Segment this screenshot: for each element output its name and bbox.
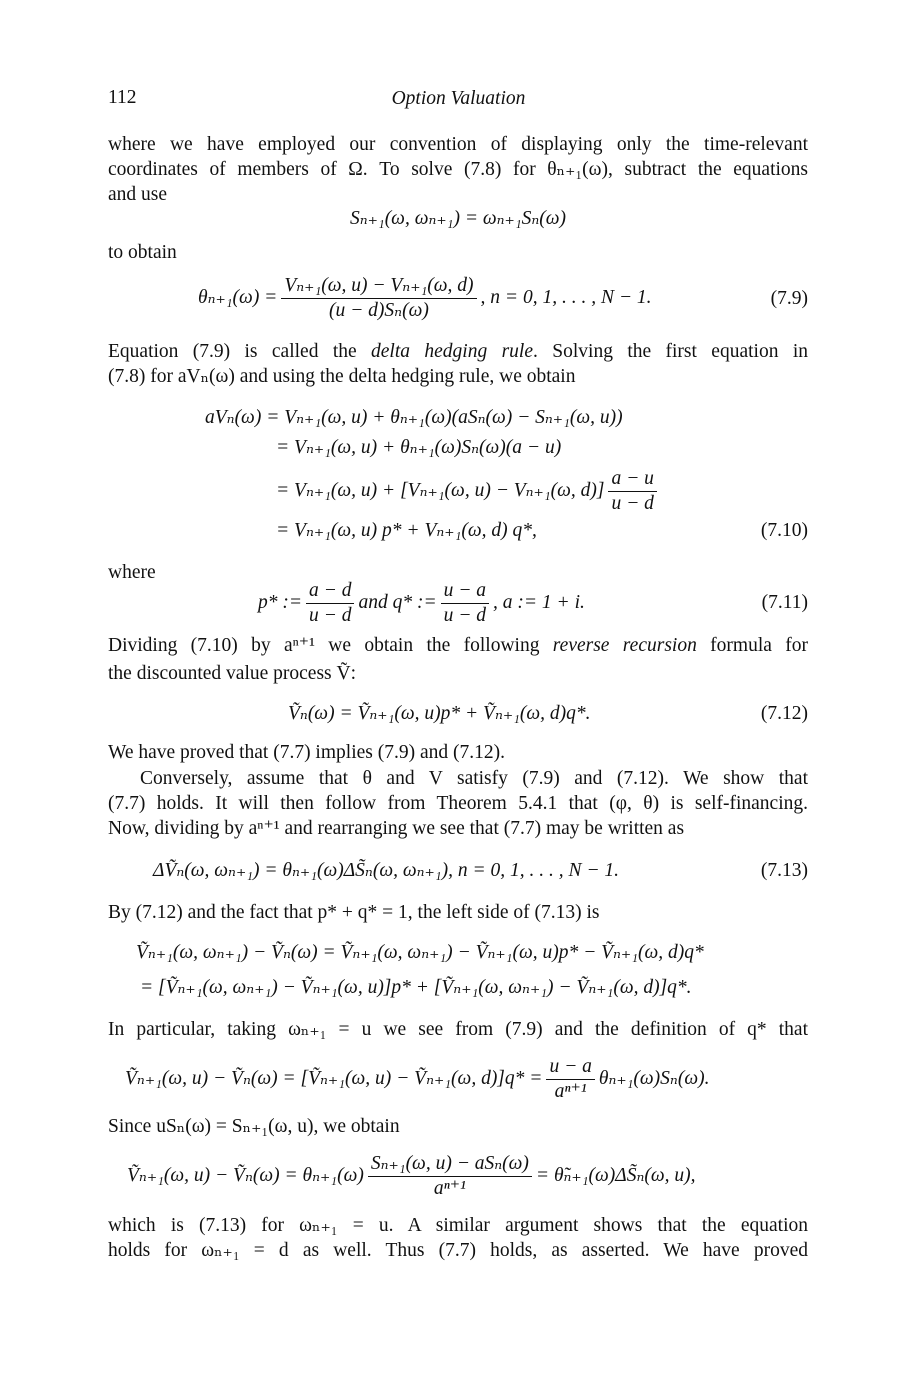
fraction [368,1152,532,1201]
fraction [441,579,489,628]
text-line [108,339,808,365]
text: Dividing (7.10) by aⁿ⁺¹ we obtain the following [108,635,553,656]
numerator: Vₙ₊₁(ω, u) − Vₙ₊₁(ω, d) [281,274,476,299]
equation-7-11 [258,577,585,629]
page-number: 112 [108,87,137,108]
equation-7-10-row3 [276,465,661,517]
equation-7-10-row2: = Vₙ₊₁(ω, u) + θₙ₊₁(ω)Sₙ(ω)(a − u) [276,437,562,458]
denominator: (u − d)Sₙ(ω) [329,299,429,321]
text: . Solving the first equation in [533,341,808,362]
equation-7-9 [198,272,652,324]
equation-price-relation: Sₙ₊₁(ω, ωₙ₊₁) = ωₙ₊₁Sₙ(ω) [349,208,567,229]
text-line: (7.8) for aVₙ(ω) and using the delta hedging rule, we obtain [108,366,576,387]
numerator: a − d [306,579,354,604]
text-line: to obtain [108,242,177,263]
eq-text: , a := 1 + i. [493,592,585,613]
equation-7-12: Ṽₙ(ω) = Ṽₙ₊₁(ω, u)p* + Ṽₙ₊₁(ω, d)q*. [288,703,591,724]
text-line: and use [108,184,168,205]
numerator: u − a [546,1055,594,1080]
text: formula for [696,635,808,656]
numerator: a − u [608,467,656,492]
denominator: aⁿ⁺¹ [554,1080,587,1102]
equation-final [127,1150,695,1202]
text-line: holds for ωₙ₊₁ = d as well. Thus (7.7) holds, as asserted. We have proved [108,1240,808,1261]
eq-text: = Vₙ₊₁(ω, u) + [Vₙ₊₁(ω, u) − Vₙ₊₁(ω, d)] [276,480,605,501]
eq-text: and q* := [358,592,437,613]
text-line: coordinates of members of Ω. To solve (7.8) for θₙ₊₁(ω), subtract the equations [108,159,808,180]
text-line: which is (7.13) for ωₙ₊₁ = u. A similar argument shows that the equation [108,1215,808,1236]
equation-label: (7.9) [770,288,808,309]
text-line: where we have employed our convention of displaying only the time-relevant [108,134,808,155]
eq-text: Ṽₙ₊₁(ω, u) − Ṽₙ(ω) = [Ṽₙ₊₁(ω, u) − Ṽₙ₊₁(ω, d)]q* = [125,1068,543,1089]
fraction [306,579,354,628]
fraction [281,274,476,323]
denominator: u − d [443,604,487,626]
numerator: Sₙ₊₁(ω, u) − aSₙ(ω) [368,1152,532,1177]
text-line: Now, dividing by aⁿ⁺¹ and rearranging we see that (7.7) may be written as [108,818,685,839]
eq-rest: , n = 0, 1, . . . , N − 1. [480,287,652,308]
eq-lhs: θₙ₊₁(ω) = [198,287,278,308]
equation-left-side-1: Ṽₙ₊₁(ω, ωₙ₊₁) − Ṽₙ(ω) = Ṽₙ₊₁(ω, ωₙ₊₁) − Ṽₙ₊₁(ω, u)p* − Ṽₙ₊₁(ω, d)q* [136,942,704,963]
fraction [546,1055,594,1104]
equation-label: (7.11) [761,592,808,613]
fraction [608,467,656,516]
denominator: aⁿ⁺¹ [433,1177,466,1199]
text-line: the discounted value process Ṽ: [108,663,357,684]
text-line: By (7.12) and the fact that p* + q* = 1, the left side of (7.13) is [108,902,600,923]
text-line: where [108,562,156,583]
text-line: We have proved that (7.7) implies (7.9) and (7.12). [108,742,505,763]
equation-label: (7.13) [760,860,808,881]
denominator: u − d [611,492,654,514]
numerator: u − a [441,579,489,604]
eq-text: θₙ₊₁(ω)Sₙ(ω). [598,1068,710,1089]
denominator: u − d [309,604,352,626]
equation-left-side-2: = [Ṽₙ₊₁(ω, ωₙ₊₁) − Ṽₙ₊₁(ω, u)]p* + [Ṽₙ₊₁(ω, ωₙ₊₁) − Ṽₙ₊₁(ω, d)]q*. [140,977,692,998]
text-line: (7.7) holds. It will then follow from Theorem 5.4.1 that (φ, θ) is self-financing. [108,793,808,814]
term-delta-hedging-rule: delta hedging rule [371,341,534,362]
running-title: Option Valuation [391,88,526,109]
term-reverse-recursion: reverse recursion [552,635,697,656]
equation-7-10-row1: aVₙ(ω) = Vₙ₊₁(ω, u) + θₙ₊₁(ω)(aSₙ(ω) − Sₙ₊₁(ω, u)) [205,407,623,428]
equation-7-13: ΔṼₙ(ω, ωₙ₊₁) = θₙ₊₁(ω)ΔS̃ₙ(ω, ωₙ₊₁), n = 0, 1, . . . , N − 1. [153,860,620,881]
eq-text: = θ̃ₙ₊₁(ω)ΔS̃ₙ(ω, u), [535,1165,696,1186]
equation-omega-u [125,1053,709,1105]
text-line: In particular, taking ωₙ₊₁ = u we see from (7.9) and the definition of q* that [108,1019,808,1040]
eq-text: p* := [258,592,303,613]
eq-text: Ṽₙ₊₁(ω, u) − Ṽₙ(ω) = θₙ₊₁(ω) [127,1165,364,1186]
text-line: Since uSₙ(ω) = Sₙ₊₁(ω, u), we obtain [108,1116,400,1137]
text: Equation (7.9) is called the [108,341,372,362]
equation-label: (7.12) [760,703,808,724]
equation-7-10-row4: = Vₙ₊₁(ω, u) p* + Vₙ₊₁(ω, d) q*, [276,520,537,541]
text-line [108,633,808,659]
equation-label: (7.10) [760,520,808,541]
text-line: Conversely, assume that θ and V satisfy (7.9) and (7.12). We show that [140,768,808,789]
